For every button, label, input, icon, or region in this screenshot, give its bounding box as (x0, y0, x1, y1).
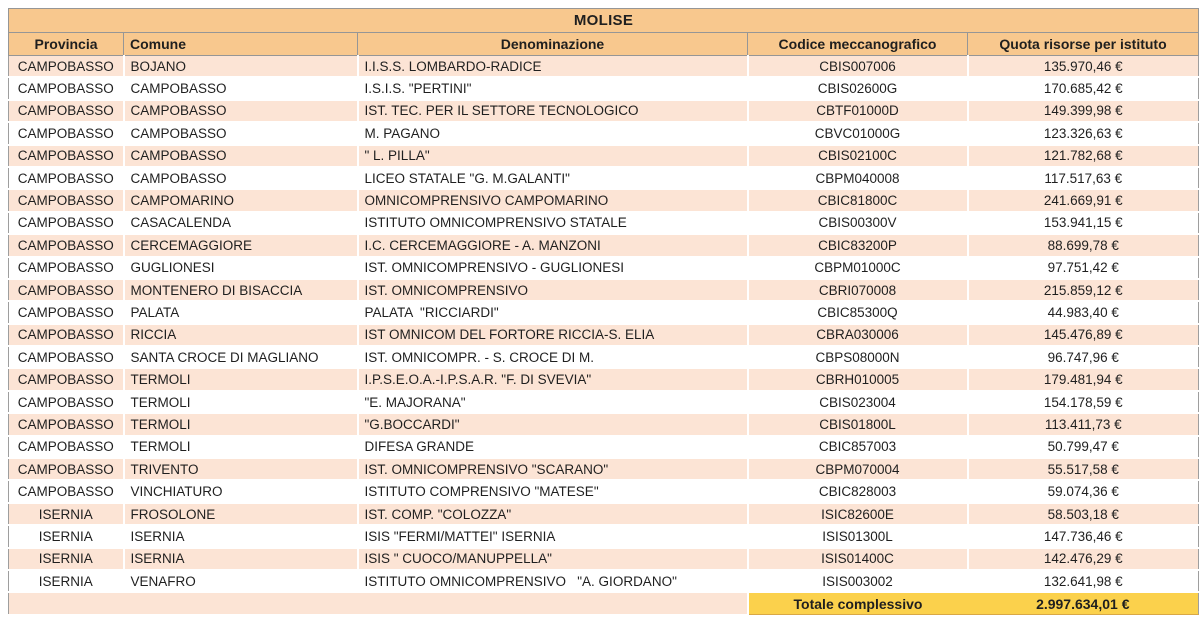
cell-comune: MONTENERO DI BISACCIA (124, 279, 358, 301)
cell-quota: 44.983,40 € (968, 301, 1199, 323)
cell-provincia: CAMPOBASSO (9, 480, 124, 502)
cell-comune: TERMOLI (124, 413, 358, 435)
cell-provincia: CAMPOBASSO (9, 391, 124, 413)
table-row (9, 145, 1199, 167)
table-row (9, 458, 1199, 480)
column-header-codice-meccanografico: Codice meccanografico (748, 33, 968, 56)
cell-denominazione: OMNICOMPRENSIVO CAMPOMARINO (358, 189, 748, 211)
cell-codice: CBIC81800C (748, 189, 968, 211)
cell-provincia: CAMPOBASSO (9, 413, 124, 435)
cell-provincia: CAMPOBASSO (9, 301, 124, 323)
cell-comune: TERMOLI (124, 436, 358, 458)
cell-codice: ISIS01300L (748, 525, 968, 547)
cell-comune: CAMPOBASSO (124, 100, 358, 122)
table-row (9, 279, 1199, 301)
title-row (9, 9, 1199, 33)
molise-funding-table (8, 8, 1198, 616)
table-row (9, 212, 1199, 234)
cell-denominazione: "E. MAJORANA" (358, 391, 748, 413)
cell-denominazione: IST. OMNICOMPRENSIVO - GUGLIONESI (358, 257, 748, 279)
cell-quota: 149.399,98 € (968, 100, 1199, 122)
cell-codice: CBIS01800L (748, 413, 968, 435)
cell-denominazione: IST. OMNICOMPRENSIVO (358, 279, 748, 301)
cell-codice: CBRH010005 (748, 368, 968, 390)
cell-comune: ISERNIA (124, 548, 358, 570)
cell-quota: 179.481,94 € (968, 368, 1199, 390)
cell-comune: VINCHIATURO (124, 480, 358, 502)
column-header-quota-risorse: Quota risorse per istituto (968, 33, 1199, 56)
cell-comune: CAMPOBASSO (124, 122, 358, 144)
cell-codice: CBRI070008 (748, 279, 968, 301)
table-row (9, 301, 1199, 323)
cell-codice: CBIS02600G (748, 77, 968, 99)
cell-quota: 97.751,42 € (968, 257, 1199, 279)
cell-provincia: ISERNIA (9, 525, 124, 547)
cell-quota: 132.641,98 € (968, 570, 1199, 592)
cell-quota: 58.503,18 € (968, 503, 1199, 525)
cell-codice: CBIC83200P (748, 234, 968, 256)
table-row (9, 234, 1199, 256)
cell-denominazione: M. PAGANO (358, 122, 748, 144)
cell-codice: CBVC01000G (748, 122, 968, 144)
cell-provincia: CAMPOBASSO (9, 212, 124, 234)
cell-comune: CAMPOBASSO (124, 77, 358, 99)
table-row (9, 167, 1199, 189)
cell-comune: SANTA CROCE DI MAGLIANO (124, 346, 358, 368)
cell-codice: CBIS023004 (748, 391, 968, 413)
cell-quota: 117.517,63 € (968, 167, 1199, 189)
table-row (9, 346, 1199, 368)
header-row (9, 33, 1199, 56)
cell-quota: 145.476,89 € (968, 324, 1199, 346)
cell-quota: 170.685,42 € (968, 77, 1199, 99)
cell-quota: 241.669,91 € (968, 189, 1199, 211)
cell-codice: CBPM01000C (748, 257, 968, 279)
table-body (9, 9, 1199, 615)
table-row (9, 436, 1199, 458)
total-row (9, 592, 1199, 615)
cell-codice: CBPM070004 (748, 458, 968, 480)
table-row (9, 77, 1199, 99)
table-row (9, 525, 1199, 547)
cell-provincia: CAMPOBASSO (9, 167, 124, 189)
total-value: 2.997.634,01 € (968, 592, 1199, 615)
cell-provincia: ISERNIA (9, 570, 124, 592)
table-row (9, 391, 1199, 413)
cell-comune: CASACALENDA (124, 212, 358, 234)
table-row (9, 100, 1199, 122)
column-header-comune: Comune (124, 33, 358, 56)
school-funding-table (8, 8, 1199, 616)
cell-provincia: CAMPOBASSO (9, 100, 124, 122)
cell-denominazione: " L. PILLA" (358, 145, 748, 167)
cell-quota: 135.970,46 € (968, 56, 1199, 78)
cell-quota: 215.859,12 € (968, 279, 1199, 301)
cell-quota: 121.782,68 € (968, 145, 1199, 167)
cell-codice: CBIC828003 (748, 480, 968, 502)
cell-provincia: CAMPOBASSO (9, 77, 124, 99)
cell-quota: 50.799,47 € (968, 436, 1199, 458)
column-header-denominazione: Denominazione (358, 33, 748, 56)
table-row (9, 503, 1199, 525)
cell-comune: CERCEMAGGIORE (124, 234, 358, 256)
cell-quota: 96.747,96 € (968, 346, 1199, 368)
cell-codice: ISIS003002 (748, 570, 968, 592)
table-row (9, 480, 1199, 502)
cell-denominazione: IST OMNICOM DEL FORTORE RICCIA-S. ELIA (358, 324, 748, 346)
cell-comune: TRIVENTO (124, 458, 358, 480)
cell-denominazione: IST. OMNICOMPRENSIVO "SCARANO" (358, 458, 748, 480)
cell-comune: RICCIA (124, 324, 358, 346)
cell-comune: BOJANO (124, 56, 358, 78)
cell-denominazione: LICEO STATALE "G. M.GALANTI" (358, 167, 748, 189)
cell-provincia: CAMPOBASSO (9, 279, 124, 301)
cell-denominazione: IST. COMP. "COLOZZA" (358, 503, 748, 525)
table-row (9, 570, 1199, 592)
cell-comune: PALATA (124, 301, 358, 323)
cell-denominazione: I.I.S.S. LOMBARDO-RADICE (358, 56, 748, 78)
cell-quota: 123.326,63 € (968, 122, 1199, 144)
cell-codice: CBPS08000N (748, 346, 968, 368)
cell-provincia: ISERNIA (9, 503, 124, 525)
cell-denominazione: I.P.S.E.O.A.-I.P.S.A.R. "F. DI SVEVIA" (358, 368, 748, 390)
cell-comune: FROSOLONE (124, 503, 358, 525)
table-row (9, 122, 1199, 144)
table-row (9, 413, 1199, 435)
table-row (9, 189, 1199, 211)
cell-codice: ISIC82600E (748, 503, 968, 525)
table-row (9, 548, 1199, 570)
cell-codice: CBTF01000D (748, 100, 968, 122)
cell-codice: CBIS00300V (748, 212, 968, 234)
cell-comune: GUGLIONESI (124, 257, 358, 279)
cell-provincia: ISERNIA (9, 548, 124, 570)
cell-codice: CBIS007006 (748, 56, 968, 78)
cell-quota: 55.517,58 € (968, 458, 1199, 480)
cell-quota: 59.074,36 € (968, 480, 1199, 502)
cell-comune: CAMPOBASSO (124, 167, 358, 189)
cell-provincia: CAMPOBASSO (9, 346, 124, 368)
cell-codice: CBPM040008 (748, 167, 968, 189)
cell-denominazione: ISTITUTO COMPRENSIVO "MATESE" (358, 480, 748, 502)
cell-quota: 147.736,46 € (968, 525, 1199, 547)
cell-denominazione: ISIS " CUOCO/MANUPPELLA" (358, 548, 748, 570)
cell-codice: CBIC857003 (748, 436, 968, 458)
cell-denominazione: DIFESA GRANDE (358, 436, 748, 458)
cell-denominazione: ISTITUTO OMNICOMPRENSIVO STATALE (358, 212, 748, 234)
cell-provincia: CAMPOBASSO (9, 436, 124, 458)
cell-denominazione: I.C. CERCEMAGGIORE - A. MANZONI (358, 234, 748, 256)
cell-denominazione: PALATA "RICCIARDI" (358, 301, 748, 323)
column-header-provincia: Provincia (9, 33, 124, 56)
cell-quota: 113.411,73 € (968, 413, 1199, 435)
cell-codice: CBIS02100C (748, 145, 968, 167)
cell-quota: 142.476,29 € (968, 548, 1199, 570)
total-label: Totale complessivo (748, 592, 968, 615)
cell-provincia: CAMPOBASSO (9, 145, 124, 167)
region-title: MOLISE (9, 9, 1199, 33)
cell-quota: 88.699,78 € (968, 234, 1199, 256)
cell-comune: TERMOLI (124, 368, 358, 390)
cell-denominazione: "G.BOCCARDI" (358, 413, 748, 435)
cell-quota: 153.941,15 € (968, 212, 1199, 234)
cell-provincia: CAMPOBASSO (9, 368, 124, 390)
cell-denominazione: ISIS "FERMI/MATTEI" ISERNIA (358, 525, 748, 547)
cell-comune: TERMOLI (124, 391, 358, 413)
cell-denominazione: IST. OMNICOMPR. - S. CROCE DI M. (358, 346, 748, 368)
cell-quota: 154.178,59 € (968, 391, 1199, 413)
cell-comune: VENAFRO (124, 570, 358, 592)
cell-codice: CBRA030006 (748, 324, 968, 346)
cell-comune: CAMPOBASSO (124, 145, 358, 167)
table-row (9, 324, 1199, 346)
cell-codice: CBIC85300Q (748, 301, 968, 323)
table-row (9, 257, 1199, 279)
cell-provincia: CAMPOBASSO (9, 257, 124, 279)
cell-denominazione: IST. TEC. PER IL SETTORE TECNOLOGICO (358, 100, 748, 122)
cell-provincia: CAMPOBASSO (9, 324, 124, 346)
table-row (9, 56, 1199, 78)
cell-provincia: CAMPOBASSO (9, 234, 124, 256)
cell-provincia: CAMPOBASSO (9, 122, 124, 144)
cell-provincia: CAMPOBASSO (9, 458, 124, 480)
cell-provincia: CAMPOBASSO (9, 189, 124, 211)
cell-comune: CAMPOMARINO (124, 189, 358, 211)
cell-comune: ISERNIA (124, 525, 358, 547)
total-row-spacer (9, 592, 748, 615)
cell-denominazione: I.S.I.S. "PERTINI" (358, 77, 748, 99)
cell-provincia: CAMPOBASSO (9, 56, 124, 78)
cell-denominazione: ISTITUTO OMNICOMPRENSIVO "A. GIORDANO" (358, 570, 748, 592)
cell-codice: ISIS01400C (748, 548, 968, 570)
table-row (9, 368, 1199, 390)
